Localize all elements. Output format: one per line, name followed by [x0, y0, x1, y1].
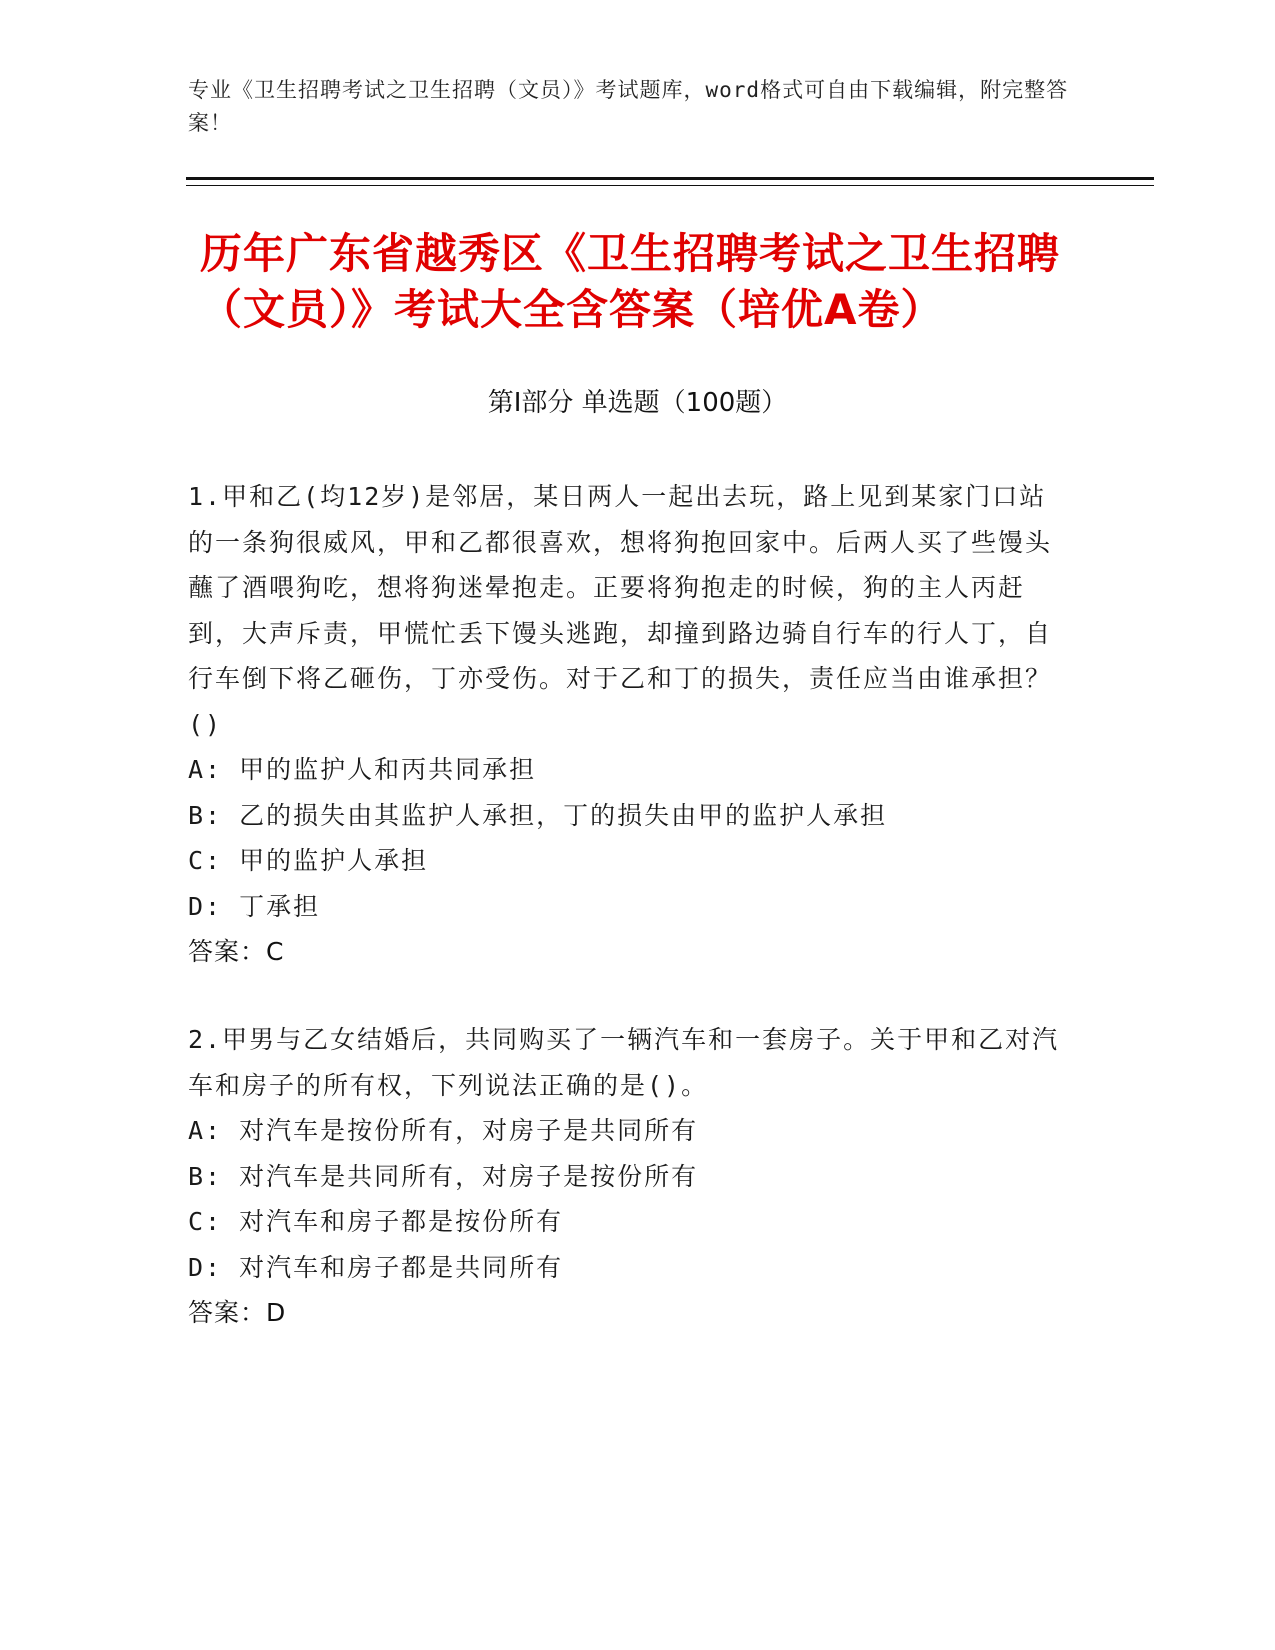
question-1 [188, 474, 1068, 975]
section-heading: 第Ⅰ部分 单选题（100题） [487, 388, 788, 418]
document-title: 历年广东省越秀区《卫生招聘考试之卫生招聘（文员）》考试大全含答案（培优A卷） [200, 229, 1061, 334]
option-a: A: 甲的监护人和丙共同承担 [188, 755, 537, 784]
option-d: D: 对汽车和房子都是共同所有 [188, 1252, 564, 1282]
question-text: 2.甲男与乙女结婚后，共同购买了一辆汽车和一套房子。关于甲和乙对汽车和房子的所有权，下列说法正确的是()。 [188, 1025, 1060, 1100]
option-b: B: 对汽车是共同所有，对房子是按份所有 [188, 1161, 699, 1191]
header-rule-thin [186, 185, 1154, 186]
option-b: B: 乙的损失由其监护人承担，丁的损失由甲的监护人承担 [188, 800, 888, 830]
option-c: C: 甲的监护人承担 [188, 846, 429, 875]
question-text: 1.甲和乙(均12岁)是邻居，某日两人一起出去玩，路上见到某家门口站的一条狗很威风，甲和乙都很喜欢，想将狗抱回家中。后两人买了些馒头蘸了酒喂狗吃，想将狗迷晕抱走。正要将狗抱走的时候，狗的主人丙赶到，大声斥责，甲慌忙丢下馒头逃跑，却撞到路边骑自行车的行人丁，自行车倒下将乙砸伤，丁亦受伤。对于乙和丁的损失，责任应当由谁承担？() [188, 482, 1053, 739]
option-a: A: 对汽车是按份所有，对房子是共同所有 [188, 1116, 699, 1145]
option-d: D: 丁承担 [188, 891, 321, 921]
answer: 答案：D [188, 1298, 287, 1327]
option-c: C: 对汽车和房子都是按份所有 [188, 1207, 564, 1236]
question-2 [188, 1017, 1068, 1336]
answer: 答案：C [188, 937, 285, 966]
header-rule-thick [186, 177, 1154, 180]
header-note: 专业《卫生招聘考试之卫生招聘（文员）》考试题库，word格式可自由下载编辑，附完整答案！ [188, 78, 1069, 135]
